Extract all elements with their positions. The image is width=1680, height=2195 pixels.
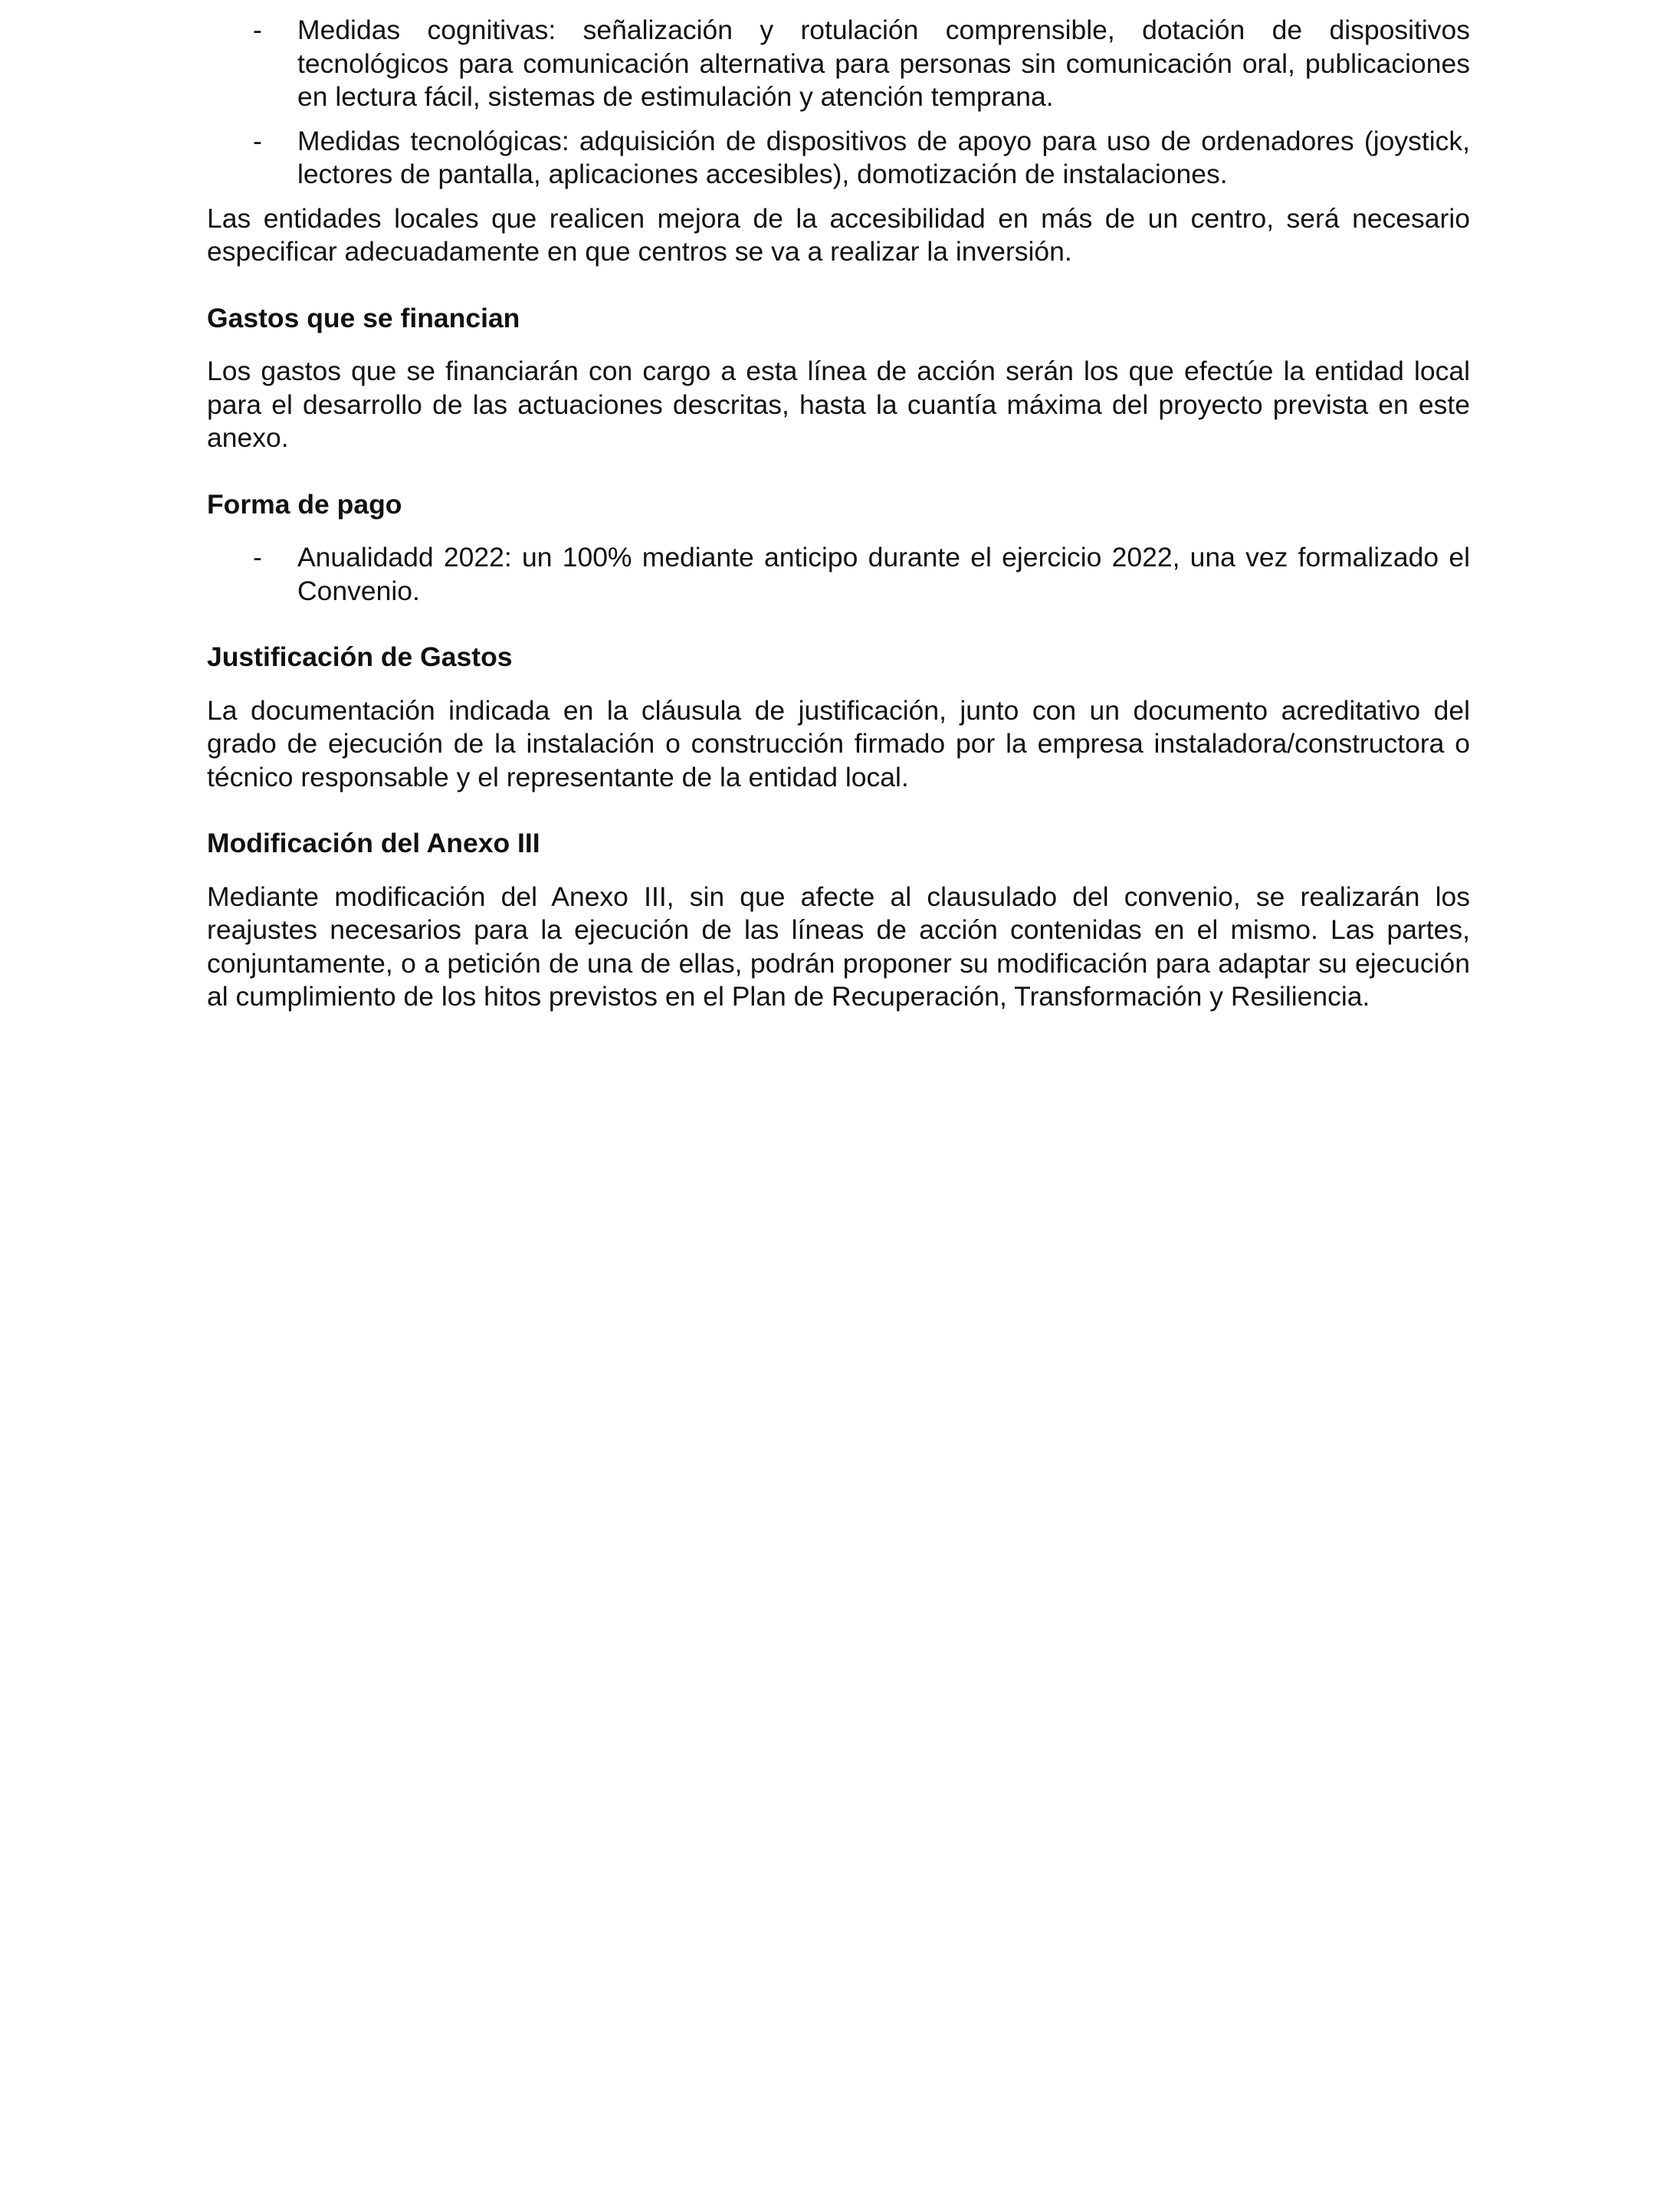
- payment-list: [207, 541, 1470, 608]
- section-heading-gastos: Gastos que se financian: [207, 302, 520, 333]
- list-item: [207, 14, 1470, 114]
- list-item: [207, 541, 1470, 608]
- section-body-modificacion: Mediante modificación del Anexo III, sin que afecte al clausulado del convenio, se realizarán los reajustes necesarios para la ejecución de las líneas de acción contenidas en el mismo. Las partes, conjuntamente, o a petición de una de ellas, podrán proponer su modificación para adaptar su ejecución al cumplimiento de los hitos previstos en el Plan de Recuperación, Transformación y Resiliencia.: [207, 881, 1470, 1012]
- section-body-gastos: Los gastos que se financiarán con cargo a esta línea de acción serán los que efectúe la entidad local para el desarrollo de las actuaciones descritas, hasta la cuantía máxima del proyecto prevista en este anexo.: [207, 356, 1470, 453]
- list-bullet: -: [253, 125, 262, 156]
- section-body-justificacion: La documentación indicada en la cláusula de justificación, junto con un documento acreditativo del grado de ejecución de la instalación o construcción firmado por la empresa instaladora/constructora o técnico responsable y el representante de la entidad local.: [207, 694, 1470, 792]
- document-page: [207, 14, 1470, 1014]
- list-item-text: Medidas cognitivas: señalización y rotulación comprensible, dotación de dispositivos tecnológicos para comunicación alternativa para personas sin comunicación oral, publicaciones en lectura fácil, sistemas de estimulación y atención temprana.: [297, 15, 1470, 112]
- list-bullet: -: [253, 542, 262, 573]
- intro-paragraph: Las entidades locales que realicen mejora de la accesibilidad en más de un centro, será necesario especificar adecuadamente en que centros se va a realizar la inversión.: [207, 202, 1470, 267]
- list-item: [207, 125, 1470, 192]
- list-item-text: Anualidadd 2022: un 100% mediante anticipo durante el ejercicio 2022, una vez formalizado el Convenio.: [297, 542, 1470, 606]
- list-item-text: Medidas tecnológicas: adquisición de dispositivos de apoyo para uso de ordenadores (joystick, lectores de pantalla, aplicaciones accesibles), domotización de instalaciones.: [297, 125, 1470, 189]
- list-bullet: -: [253, 15, 262, 45]
- section-heading-pago: Forma de pago: [207, 488, 402, 520]
- section-heading-justificacion: Justificación de Gastos: [207, 641, 513, 672]
- measures-list: [207, 14, 1470, 192]
- section-heading-modificacion: Modificación del Anexo III: [207, 828, 540, 858]
